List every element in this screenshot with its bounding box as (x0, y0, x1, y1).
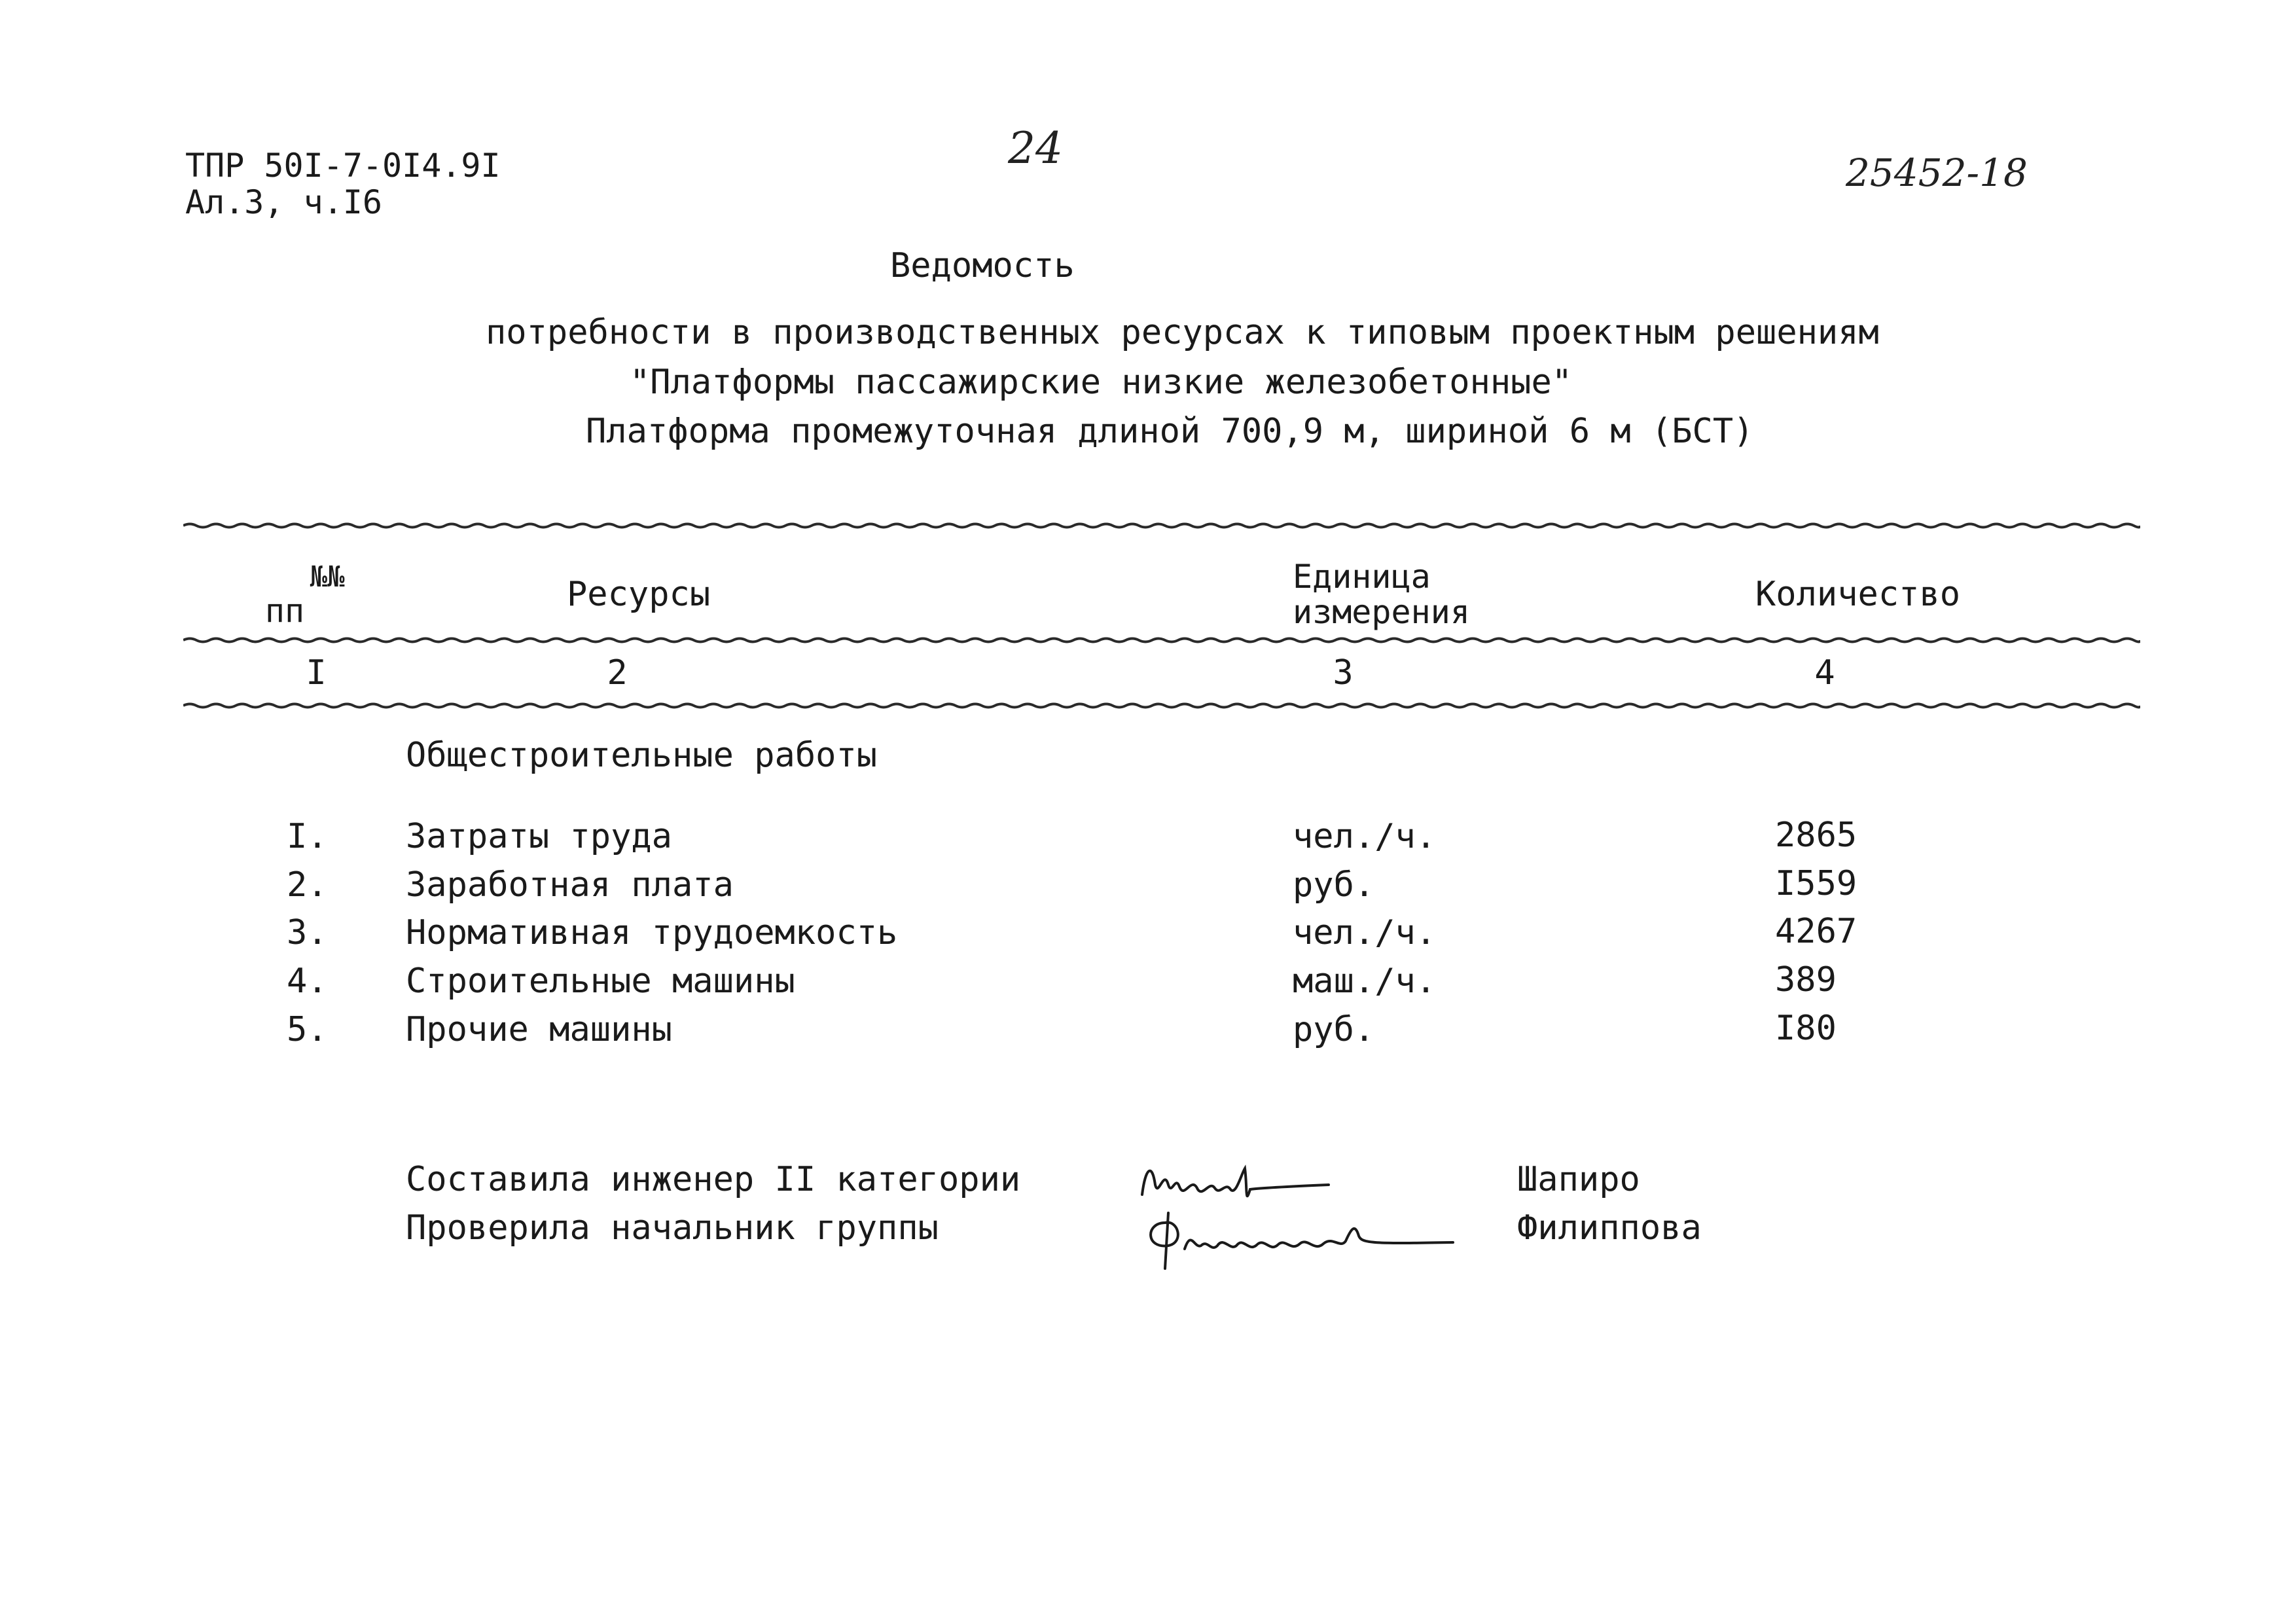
table-header-rule (183, 636, 2140, 645)
signature-handwritten (1132, 1149, 1348, 1211)
table-numbers-rule (183, 701, 2140, 710)
row-resource: Затраты труда (406, 817, 672, 856)
document-section: Ал.3, ч.I6 (185, 183, 383, 221)
registry-number: 25452-18 (1846, 151, 2028, 195)
column-number-3: 3 (1333, 653, 1354, 693)
page-number: 24 (1008, 123, 1063, 173)
column-number-2: 2 (607, 653, 628, 693)
row-number: 5. (287, 1010, 328, 1049)
row-resource: Заработная плата (406, 865, 734, 905)
row-unit: чел./ч. (1293, 817, 1437, 856)
signer-name: Филиппова (1517, 1208, 1702, 1248)
row-number: 2. (287, 865, 328, 905)
header-unit-bottom: измерения (1293, 593, 1470, 631)
signature-role: Составила инженер II категории (406, 1160, 1021, 1199)
signature-handwritten (1139, 1203, 1466, 1275)
row-number: 3. (287, 913, 328, 952)
row-resource: Прочие машины (406, 1010, 672, 1049)
header-quantity: Количество (1755, 575, 1961, 614)
title-line-3: Платформа промежуточная длиной 700,9 м, шириной 6 м (БСТ) (586, 412, 1754, 451)
signer-name: Шапиро (1517, 1160, 1640, 1199)
title-line-2: "Платформы пассажирские низкие железобетонные" (630, 363, 1573, 402)
row-number: I. (287, 817, 328, 856)
row-number: 4. (287, 962, 328, 1001)
row-quantity: 389 (1775, 960, 1837, 1000)
document-title: Ведомость (890, 246, 1075, 285)
table-top-rule (183, 521, 2140, 530)
signature-role: Проверила начальник группы (406, 1208, 939, 1248)
row-quantity: I559 (1775, 864, 1857, 903)
row-unit: маш./ч. (1293, 962, 1437, 1001)
row-unit: чел./ч. (1293, 913, 1437, 952)
header-number-symbol: №№ (310, 560, 345, 594)
row-quantity: 2865 (1775, 816, 1857, 855)
section-title: Общестроительные работы (406, 736, 878, 775)
column-number-1: I (306, 653, 327, 693)
header-unit-top: Единица (1293, 558, 1431, 596)
row-unit: руб. (1293, 1010, 1375, 1049)
header-number: пп (264, 592, 305, 630)
row-resource: Строительные машины (406, 962, 795, 1001)
document-code: ТПР 50I-7-0I4.9I (185, 147, 501, 185)
title-line-1: потребности в производственных ресурсах к типовым проектным решениям (486, 313, 1879, 352)
header-resources: Ресурсы (567, 575, 711, 614)
row-unit: руб. (1293, 865, 1375, 905)
row-quantity: I80 (1775, 1009, 1837, 1048)
row-resource: Нормативная трудоемкость (406, 913, 898, 952)
row-quantity: 4267 (1775, 912, 1857, 951)
column-number-4: 4 (1814, 653, 1835, 693)
